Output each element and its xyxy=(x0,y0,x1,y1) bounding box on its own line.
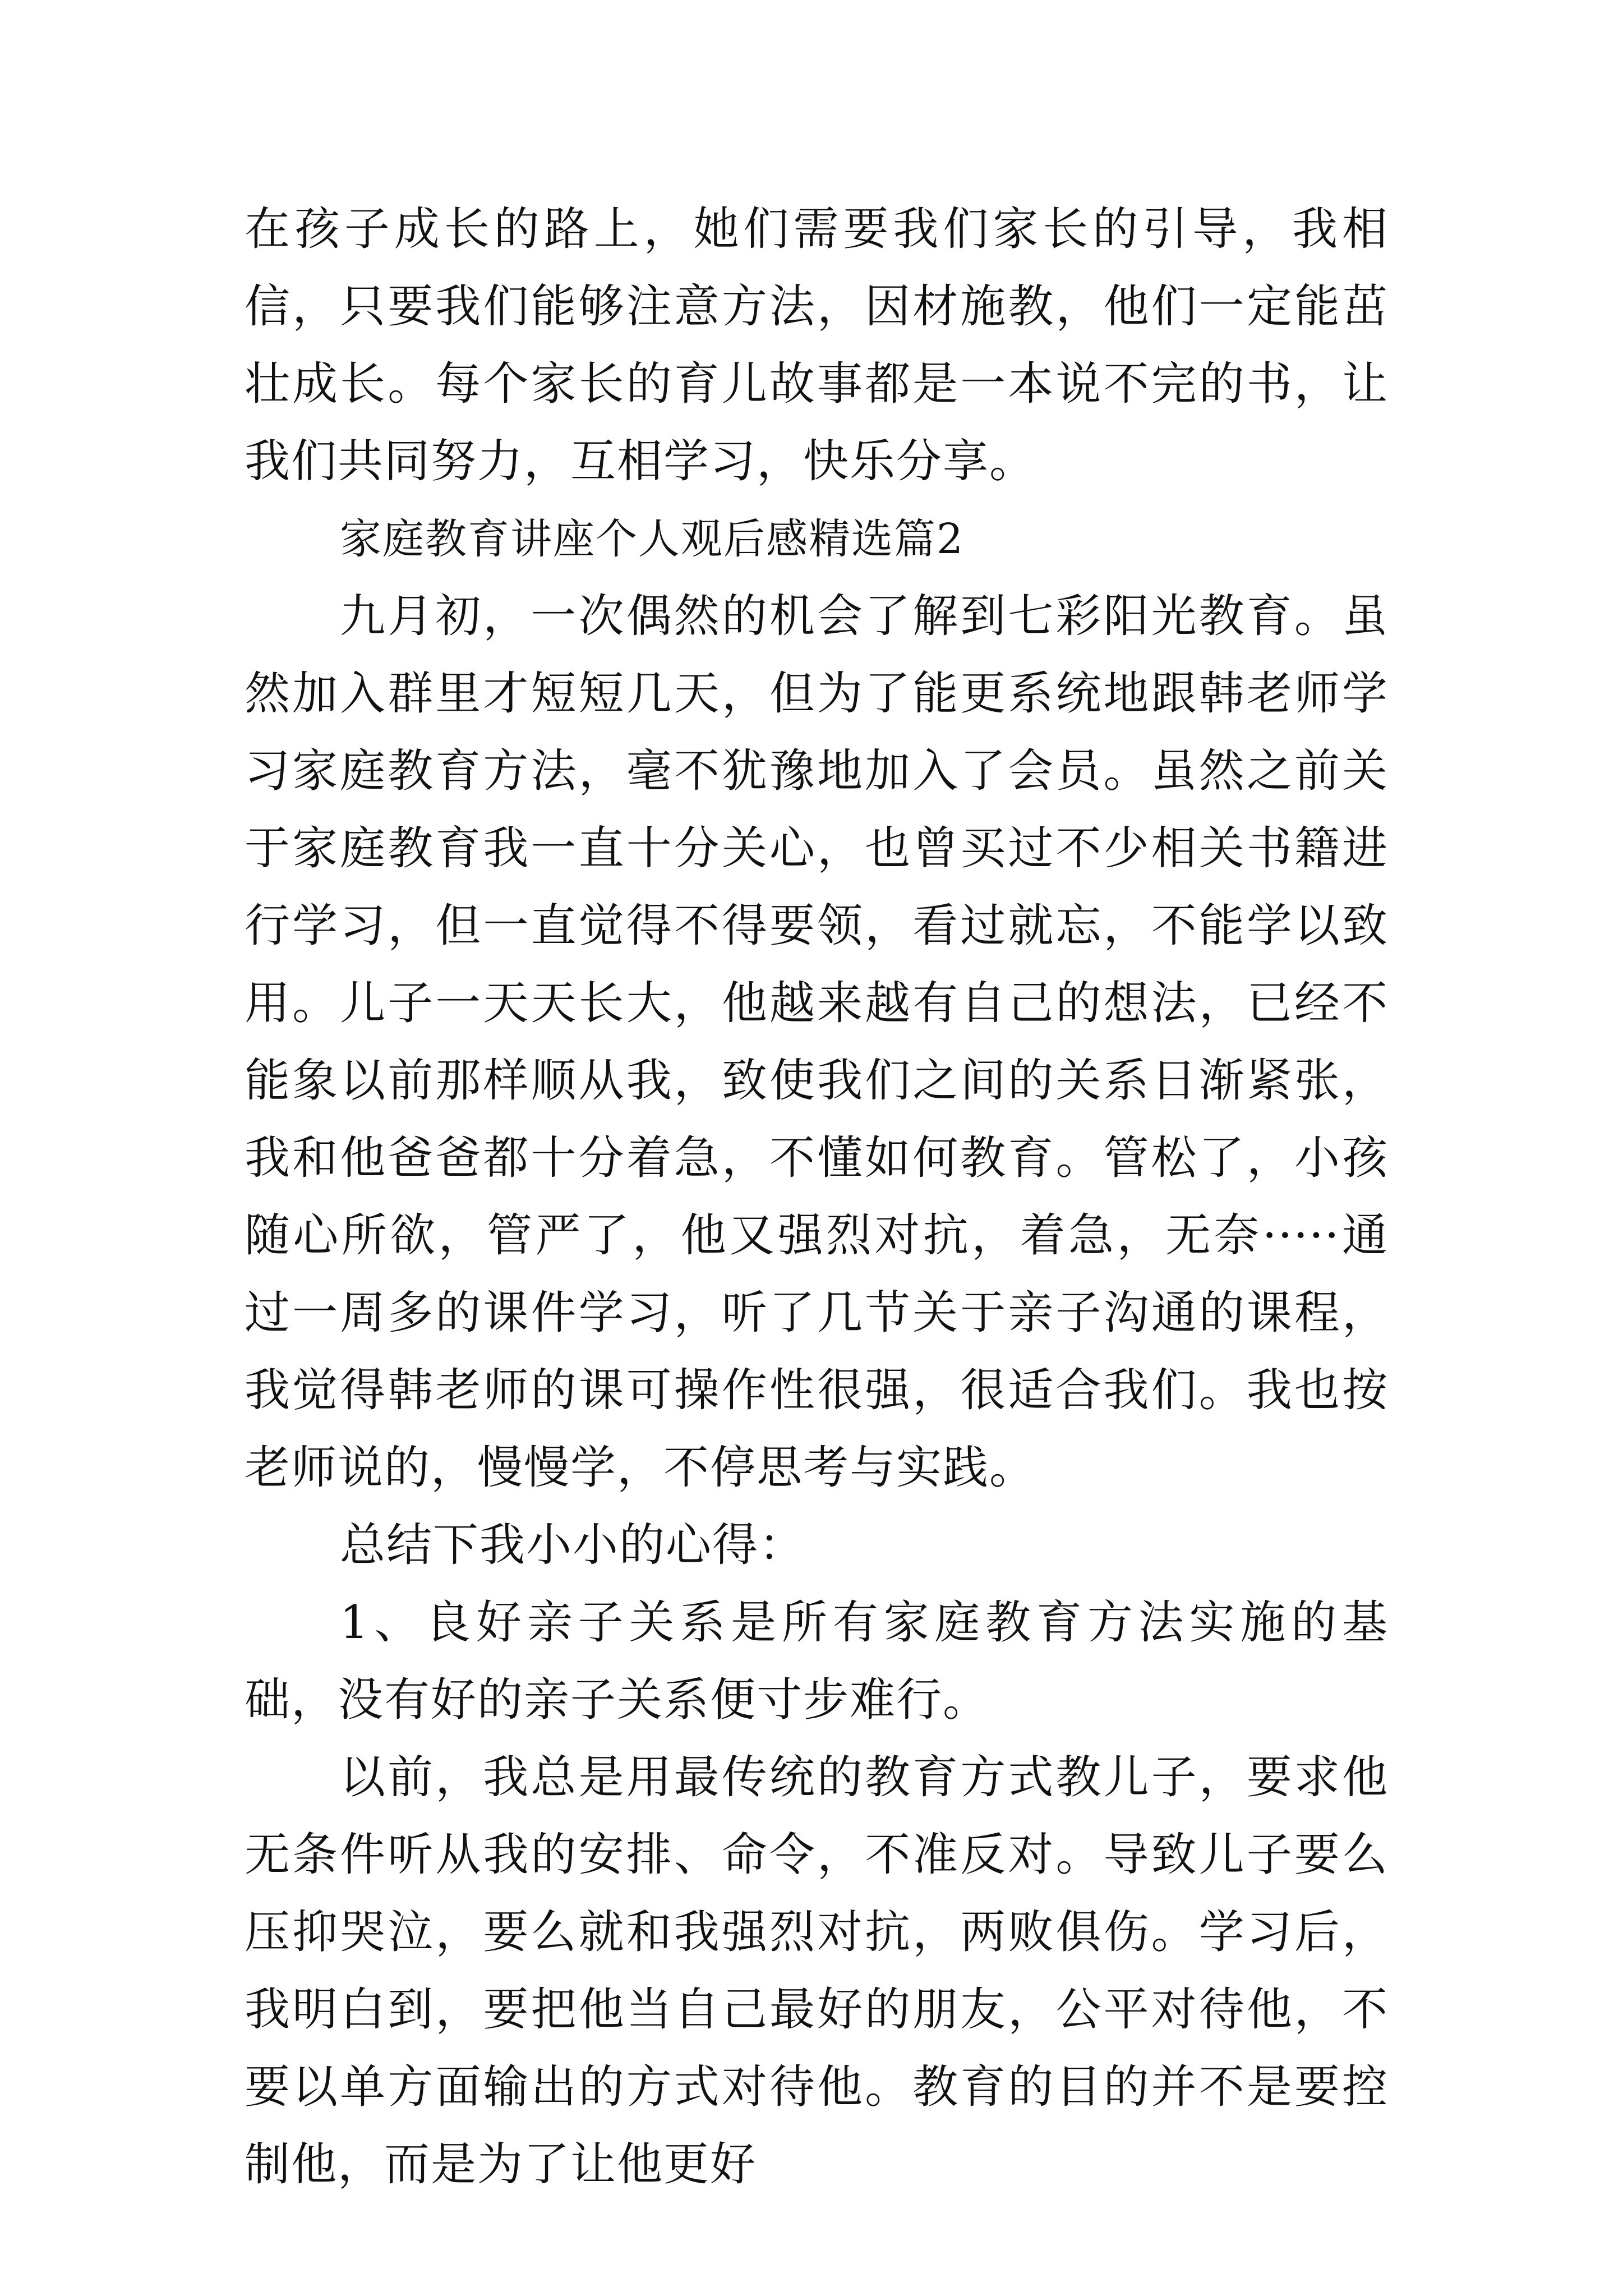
document-body xyxy=(245,191,1389,2203)
paragraph-point-1: 1、良好亲子关系是所有家庭教育方法实施的基础，没有好的亲子关系便寸步难行。 xyxy=(245,1596,1389,1727)
paragraph-before-after: 以前，我总是用最传统的教育方式教儿子，要求他无条件听从我的安排、命令，不准反对。导致儿子要么压抑哭泣，要么就和我强烈对抗，两败俱伤。学习后，我明白到，要把他当自己最好的朋友，公平对待他，不要以单方面输出的方式对待他。教育的目的并不是要控制他，而是为了让他更好 xyxy=(245,1751,1389,2191)
paragraph-story: 九月初，一次偶然的机会了解到七彩阳光教育。虽然加入群里才短短几天，但为了能更系统地跟韩老师学习家庭教育方法，毫不犹豫地加入了会员。虽然之前关于家庭教育我一直十分关心，也曾买过不少相关书籍进行学习，但一直觉得不得要领，看过就忘，不能学以致用。儿子一天天长大，他越来越有自己的想法，已经不能象以前那样顺从我，致使我们之间的关系日渐紧张，我和他爸爸都十分着急，不懂如何教育。管松了，小孩随心所欲，管严了，他又强烈对抗，着急，无奈·····通过一周多的课件学习，听了几节关于亲子沟通的课程，我觉得韩老师的课可操作性很强，很适合我们。我也按老师说的，慢慢学，不停思考与实践。 xyxy=(245,590,1389,1494)
paragraph-intro-continuation: 在孩子成长的路上，她们需要我们家长的引导，我相信，只要我们能够注意方法，因材施教，他们一定能茁壮成长。每个家长的育儿故事都是一本说不完的书，让我们共同努力，互相学习，快乐分享。 xyxy=(245,203,1389,488)
paragraph-summary-lead: 总结下我小小的心得： xyxy=(340,1519,806,1572)
section-heading: 家庭教育讲座个人观后感精选篇2 xyxy=(340,515,965,563)
